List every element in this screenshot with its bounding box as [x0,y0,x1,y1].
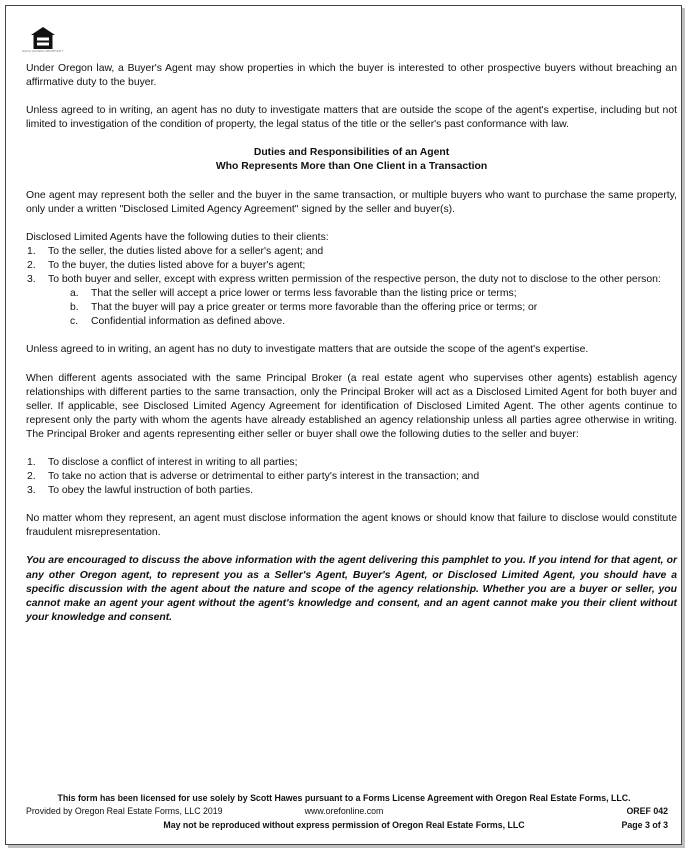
sub-list-item: c. Confidential information as defined above. [70,316,286,328]
section-title-line1: Duties and Responsibilities of an Agent [253,147,450,159]
sub-list-item: a. That the seller will accept a price lower or terms less favorable than the listing price or terms; [70,288,517,300]
footer [20,792,668,832]
footer-row [20,805,668,818]
document-page [5,5,682,845]
section-title [26,146,677,174]
paragraph-no-duty-short: Unless agreed to in writing, an agent has no duty to investigate matters that are outside the scope of the agent's expertise. [26,344,589,356]
footer-notice: May not be reproduced without express permission of Oregon Real Estate Forms, LLC [163,819,525,830]
list-item: 2. To take no action that is adverse or detrimental to either party's interest in the transaction; and [27,471,480,483]
paragraph-no-duty-investigate: Unless agreed to in writing, an agent has no duty to investigate matters that are outside the scope of the agent's expertise, including but not limited to investigation of the condition of property, the legal status of the title or the seller's past conformance with law. [26,105,677,131]
equal-housing-icon [30,25,56,51]
paragraph-disclose-info: No matter whom they represent, an agent must disclose information the agent knows or should know that failure to disclose would constitute fraudulent misrepresentation. [26,513,677,539]
footer-form-code: OREF 042 [626,806,668,817]
list-item: 3. To obey the lawful instruction of both parties. [27,485,254,497]
paragraph-different-agents: When different agents associated with the same Principal Broker (a real estate agent who supervises other agents) establish agency relationships with different parties to the same transaction, only the Principal Broker will act as a Disclosed Limited Agent for both buyer and seller. If applicable, see Disclosed Limited Agency Agreement for identification of Disclosed Limited Agent. The other agents continue to represent only the party with whom the agents have already established an agency relationship unless all parties agree otherwise in writing. The Principal Broker and agents representing either seller or buyer shall owe the following duties to the seller and buyer: [26,372,677,440]
paragraph-encouraged: You are encouraged to discuss the above information with the agent delivering this pamphlet to you. If you intend for that agent, or any other Oregon agent, to represent you as a Seller's Agent, Buyer's Agent, or Disclosed Limited Agent, you should have a specific discussion with the agent about the nature and scope of the agency relationship. Whether you are a buyer or seller, you cannot make an agent your agent without the agent's knowledge and consent, and an agent cannot make you their client without your knowledge and consent. [26,555,677,623]
nondisclosure-sublist [69,287,677,329]
limited-agent-duties [26,231,677,330]
list-item: 1. To disclose a conflict of interest in writing to all parties; [27,456,298,468]
paragraph-buyers-agent: Under Oregon law, a Buyer's Agent may show properties in which the buyer is interested to other prospective buyers without breaching an affirmative duty to the buyer. [26,63,677,89]
footer-row [20,819,668,832]
logo-caption: EQUAL HOUSING OPPORTUNITY [22,50,64,53]
footer-provided-by: Provided by Oregon Real Estate Forms, LLC 2019 [26,806,223,817]
list-item: 3. To both buyer and seller, except with express written permission of the respective person, the duty not to disclose to the other person: [27,274,661,286]
footer-page-number: Page 3 of 3 [621,819,668,830]
footer-website: www.orefonline.com [304,806,384,817]
limited-agents-intro: Disclosed Limited Agents have the following duties to their clients: [26,231,329,243]
list-item: 2. To the buyer, the duties listed above for a buyer's agent; [27,259,306,271]
document-body [26,62,677,625]
broker-duties [26,456,677,498]
paragraph-one-agent: One agent may represent both the seller and the buyer in the same transaction, or multiple buyers who want to purchase the same property, only under a written "Disclosed Limited Agency Agreement" signed by the seller and buyer(s). [26,189,677,215]
footer-license: This form has been licensed for use solely by Scott Hawes pursuant to a Forms License Agreement with Oregon Real Estate Forms, LLC. [57,793,631,803]
list-item: 1. To the seller, the duties listed above for a seller's agent; and [27,245,324,257]
section-title-line2: Who Represents More than One Client in a Transaction [215,161,488,173]
sub-list-item: b. That the buyer will pay a price greater or terms more favorable than the offering price or terms; or [70,302,538,314]
